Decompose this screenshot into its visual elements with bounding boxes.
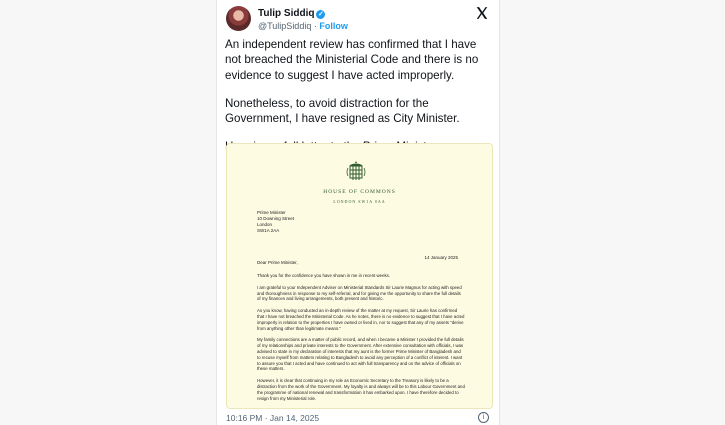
address-line: 10 Downing Street (257, 216, 295, 221)
letter-date: 14 January 2025 (424, 255, 458, 260)
tweet-paragraph: Nonetheless, to avoid distraction for the Government, I have resigned as City Minister. (225, 96, 460, 126)
follow-button[interactable]: Follow (319, 21, 348, 31)
letterhead-title: HOUSE OF COMMONS (323, 189, 396, 195)
address-line: SW1A 2AA (257, 228, 280, 233)
x-logo-icon[interactable] (475, 6, 489, 20)
letterhead-subtitle: LONDON SW1A 0AA (333, 199, 386, 204)
info-icon[interactable]: i (478, 412, 489, 423)
verified-badge-icon: ✓ (318, 11, 324, 18)
letter-paragraph: As you know, having conducted an in-depth review of the matter at my request, Sir Laurie has confirmed that I have not breached the Ministerial Code. As he notes, there is no evidence to suggest that I have acted improperly in relation to the properties I have owned or lived in, nor to suggest that any of my assets "derive from anything other than legitimate means." (257, 308, 465, 331)
tweet-paragraph: An independent review has confirmed that I have not breached the Ministerial Code and there is no evidence to suggest I have acted improperly. (225, 38, 479, 82)
address-line: London (257, 222, 273, 227)
author-name[interactable] (258, 8, 325, 19)
letter-paragraph: My family connections are a matter of public record, and when I became a Minister I provided the full details of my relationships and private interests to the Government. After extensive consultation with officials, I was advised to state in my declaration of interests that my aunt is the former Prime Minister of Bangladesh and to recuse myself from matters relating to Bangladesh to avoid any perception of a conflict of interest. I want to assure you that I acted and have continued to act with full transparency and on the advice of officials on these matters. (257, 337, 464, 372)
avatar[interactable] (226, 6, 251, 31)
tweet-header (225, 6, 491, 36)
letter-image[interactable] (226, 143, 493, 409)
letter-body (257, 273, 465, 407)
handle-row (258, 21, 348, 31)
tweet-timestamp[interactable]: 10:16 PM · Jan 14, 2025 (226, 413, 320, 423)
letter-paragraph: I am grateful to your Independent Adviser on Ministerial Standards Sir Laurie Magnus for acting with speed and thoroughness in response to my self-referral, and for giving me the opportunity to share the full details of my finances and living arrangements, both present and historic. (257, 284, 462, 302)
portcullis-crest-icon (345, 160, 367, 182)
letter-paragraph: Thank you for the confidence you have shown in me in recent weeks. (257, 273, 391, 278)
author-handle[interactable]: @TulipSiddiq (258, 21, 312, 31)
letter-paragraph: However, it is clear that continuing in my role as Economic Secretary to the Treasury is likely to be a distraction from the work of the Government. My loyalty is and always will be to this Labour Government and the programme of national renewal and transformation it has embarked upon. I have therefore decided to resign from my Ministerial role. (257, 378, 465, 401)
address-line: Prime Minister (257, 210, 286, 215)
recipient-address (257, 210, 294, 234)
tweet-card (216, 0, 500, 425)
letter-salutation: Dear Prime Minister, (257, 260, 298, 265)
separator-dot: · (313, 21, 317, 31)
author-name-text[interactable]: Tulip Siddiq (258, 8, 315, 19)
